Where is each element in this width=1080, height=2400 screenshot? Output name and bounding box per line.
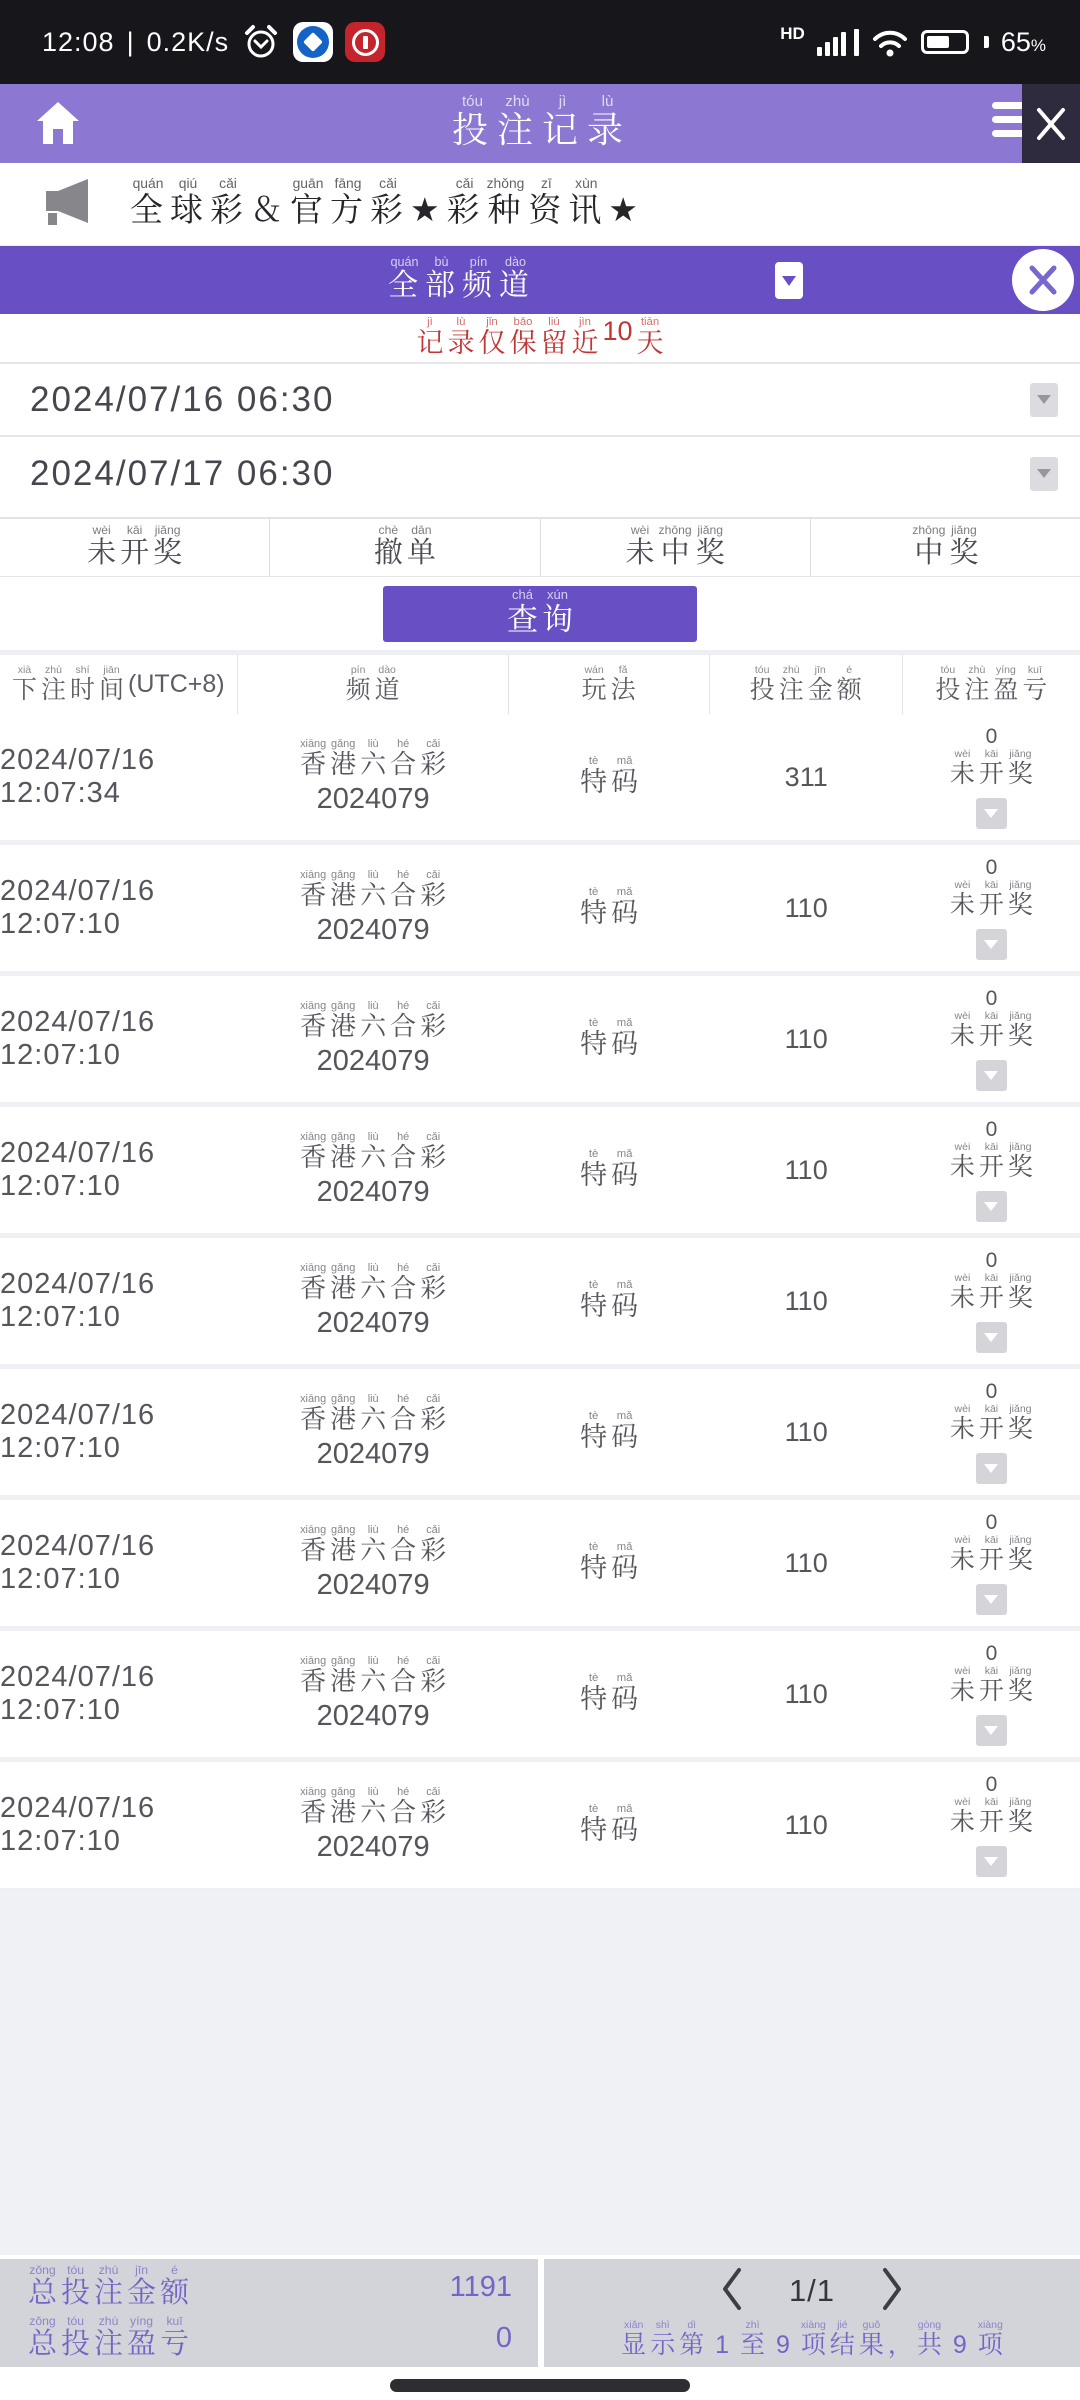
profit-loss-value: 0 <box>985 1772 998 1796</box>
bet-time: 2024/07/16 12:07:10 <box>0 1530 156 1595</box>
profit-loss-value: 0 <box>985 855 998 879</box>
status-separator: | <box>126 26 135 57</box>
issue-number: 2024079 <box>316 783 430 815</box>
col-header-bet-time: 下xià 注zhù 时shí 间jiān (UTC+8) <box>0 655 238 714</box>
tab-not-drawn[interactable]: 未wèi 开kāi 奖jiǎng <box>0 519 270 576</box>
bet-amount: 110 <box>784 1809 828 1840</box>
bet-time: 2024/07/16 12:07:10 <box>0 875 156 940</box>
table-row <box>0 1631 1080 1762</box>
bet-amount: 110 <box>784 1154 828 1185</box>
channel-name: 香xiāng港gǎng六liù合hé彩cǎi <box>300 1000 447 1041</box>
row-expand-button[interactable] <box>976 798 1007 829</box>
col-header-bet-amount: 投tóu 注zhù 金jīn 额é <box>710 655 903 714</box>
status-label: 未wèi开kāi奖jiǎng <box>949 1534 1033 1575</box>
page-title: 投tóu注zhù记jì录lù <box>451 93 629 150</box>
bet-time: 2024/07/16 12:07:10 <box>0 1006 156 1071</box>
home-indicator[interactable] <box>390 2379 690 2392</box>
battery-percent: 65% <box>1000 26 1046 57</box>
status-label: 未wèi开kāi奖jiǎng <box>949 1141 1033 1182</box>
home-icon <box>30 96 86 152</box>
gesture-bar-area <box>0 2367 1080 2400</box>
play-type: 特tè码mǎ <box>580 1017 639 1059</box>
date-to-value: 2024/07/17 06:30 <box>30 453 335 493</box>
row-expand-button[interactable] <box>976 1584 1007 1615</box>
bet-amount: 110 <box>784 1023 828 1054</box>
close-icon <box>1031 104 1071 144</box>
announcement-text: 全quán球qiú彩cǎi＆ 官guān方fāng彩cǎi★ 彩cǎi种zhǒng资zī讯xùn★ <box>130 175 641 228</box>
panel-close-button[interactable] <box>1012 249 1074 311</box>
clock-time: 12:08 <box>42 26 115 57</box>
table-row <box>0 1762 1080 1893</box>
profit-loss-value: 0 <box>985 1248 998 1272</box>
table-row <box>0 1500 1080 1631</box>
summary-footer <box>0 2255 1080 2367</box>
query-row <box>0 577 1080 650</box>
alarm-icon <box>241 22 281 62</box>
play-type: 特tè码mǎ <box>580 1672 639 1714</box>
table-row <box>0 1369 1080 1500</box>
bet-time: 2024/07/16 12:07:10 <box>0 1137 156 1202</box>
network-speed: 0.2K/s <box>146 26 230 57</box>
bet-time: 2024/07/16 12:07:10 <box>0 1268 156 1333</box>
col-header-channel: 频pín 道dào <box>238 655 509 714</box>
date-to-field[interactable] <box>0 435 1080 510</box>
table-row <box>0 1107 1080 1238</box>
play-type: 特tè码mǎ <box>580 1410 639 1452</box>
channel-name: 香xiāng港gǎng六liù合hé彩cǎi <box>300 1262 447 1303</box>
table-row <box>0 1238 1080 1369</box>
query-button[interactable]: 查chá 询xún <box>383 586 697 642</box>
tab-won[interactable]: 中zhōng 奖jiǎng <box>912 523 979 569</box>
play-type: 特tè码mǎ <box>580 1279 639 1321</box>
issue-number: 2024079 <box>316 914 430 946</box>
empty-area <box>0 1893 1080 2255</box>
tab-not-won[interactable]: 未wèi 中zhōng 奖jiǎng <box>541 519 811 576</box>
issue-number: 2024079 <box>316 1045 430 1077</box>
bet-amount: 110 <box>784 1416 828 1447</box>
status-label: 未wèi开kāi奖jiǎng <box>949 1403 1033 1444</box>
close-circle-icon <box>1026 263 1060 297</box>
chevron-down-icon <box>1037 395 1051 404</box>
channel-name: 香xiāng港gǎng六liù合hé彩cǎi <box>300 1655 447 1696</box>
app-header <box>0 84 1080 163</box>
total-pl-label: 总zǒng投tóu注zhù盈yíng亏kuī <box>28 2314 190 2360</box>
table-row <box>0 714 1080 845</box>
bet-amount: 110 <box>784 1678 828 1709</box>
boc-bank-app-icon <box>345 22 385 62</box>
status-label: 未wèi开kāi奖jiǎng <box>949 748 1033 789</box>
table-rows <box>0 714 1080 1893</box>
issue-number: 2024079 <box>316 1176 430 1208</box>
page-indicator: 1/1 <box>788 2273 836 2308</box>
battery-tip <box>984 36 989 48</box>
status-bar <box>0 0 1080 84</box>
home-button[interactable] <box>30 96 86 157</box>
issue-number: 2024079 <box>316 1438 430 1470</box>
profit-loss-value: 0 <box>985 1117 998 1141</box>
prev-page-button[interactable] <box>719 2266 745 2317</box>
status-label: 未wèi开kāi奖jiǎng <box>949 1272 1033 1313</box>
bet-amount: 110 <box>784 1285 828 1316</box>
wifi-icon <box>871 27 909 57</box>
signal-bars-icon <box>817 28 859 56</box>
spacer <box>0 510 1080 517</box>
close-webview-button[interactable] <box>1022 84 1080 163</box>
status-right <box>780 24 1046 58</box>
ccb-bank-app-icon <box>293 22 333 62</box>
retention-notice: 记jì 录lù 仅jǐn 保bǎo 留liú 近jìn 10 天tiān <box>416 316 664 358</box>
row-expand-button[interactable] <box>976 1715 1007 1746</box>
bet-amount: 110 <box>784 1547 828 1578</box>
status-left <box>42 22 385 62</box>
bet-time: 2024/07/16 12:07:10 <box>0 1792 156 1857</box>
bet-time: 2024/07/16 12:07:10 <box>0 1661 156 1726</box>
channel-dropdown-button[interactable] <box>775 262 803 299</box>
date-from-value: 2024/07/16 06:30 <box>30 379 335 419</box>
bet-time: 2024/07/16 12:07:10 <box>0 1399 156 1464</box>
play-type: 特tè码mǎ <box>580 1803 639 1845</box>
chevron-down-icon <box>984 940 998 949</box>
table-row <box>0 976 1080 1107</box>
channel-name: 香xiāng港gǎng六liù合hé彩cǎi <box>300 1393 447 1434</box>
chevron-down-icon <box>984 1071 998 1080</box>
play-type: 特tè码mǎ <box>580 886 639 928</box>
chevron-down-icon <box>984 1464 998 1473</box>
chevron-down-icon <box>984 809 998 818</box>
channel-name: 香xiāng港gǎng六liù合hé彩cǎi <box>300 1524 447 1565</box>
channel-select-bar[interactable] <box>0 246 1080 314</box>
row-expand-button[interactable] <box>976 1060 1007 1091</box>
chevron-right-icon <box>879 2266 905 2312</box>
issue-number: 2024079 <box>316 1307 430 1339</box>
profit-loss-value: 0 <box>985 724 998 748</box>
play-type: 特tè码mǎ <box>580 755 639 797</box>
issue-number: 2024079 <box>316 1831 430 1863</box>
date-from-field[interactable] <box>0 362 1080 435</box>
chevron-down-icon <box>782 276 796 286</box>
profit-loss-value: 0 <box>985 1641 998 1665</box>
date-from-caret[interactable] <box>1030 383 1058 417</box>
profit-loss-value: 0 <box>985 986 998 1010</box>
status-label: 未wèi开kāi奖jiǎng <box>949 1665 1033 1706</box>
row-expand-button[interactable] <box>976 1846 1007 1877</box>
chevron-down-icon <box>984 1595 998 1604</box>
row-expand-button[interactable] <box>976 1453 1007 1484</box>
play-type: 特tè码mǎ <box>580 1541 639 1583</box>
bet-amount: 110 <box>784 892 828 923</box>
profit-loss-value: 0 <box>985 1510 998 1534</box>
status-label: 未wèi开kāi奖jiǎng <box>949 879 1033 920</box>
row-expand-button[interactable] <box>976 1322 1007 1353</box>
bet-amount: 311 <box>784 761 828 792</box>
status-label: 未wèi开kāi奖jiǎng <box>949 1796 1033 1837</box>
pagination-panel <box>544 2259 1080 2367</box>
channel-select-label: 全quán部bù频pín道dào <box>388 255 532 302</box>
total-pl-value: 0 <box>495 2322 512 2354</box>
chevron-left-icon <box>719 2266 745 2312</box>
row-expand-button[interactable] <box>976 1191 1007 1222</box>
profit-loss-value: 0 <box>985 1379 998 1403</box>
channel-name: 香xiāng港gǎng六liù合hé彩cǎi <box>300 1786 447 1827</box>
chevron-down-icon <box>984 1726 998 1735</box>
hd-indicator: HD <box>780 24 805 43</box>
table-header <box>0 650 1080 714</box>
col-header-play-type: 玩wán 法fǎ <box>509 655 710 714</box>
total-amount-value: 1191 <box>449 2271 512 2303</box>
results-info: 显xiǎn示shì第dì 1 至zhì 9 项xiàng结jié果guǒ， 共gòng 9 项xiàng <box>621 2318 1003 2359</box>
channel-name: 香xiāng港gǎng六liù合hé彩cǎi <box>300 869 447 910</box>
totals-panel <box>0 2259 538 2367</box>
bet-time: 2024/07/16 12:07:34 <box>0 744 156 809</box>
chevron-down-icon <box>984 1857 998 1866</box>
row-expand-button[interactable] <box>976 929 1007 960</box>
announcement-bar <box>0 163 1080 246</box>
channel-name: 香xiāng港gǎng六liù合hé彩cǎi <box>300 738 447 779</box>
battery-icon <box>921 30 969 54</box>
table-row <box>0 845 1080 976</box>
megaphone-icon <box>38 177 100 231</box>
next-page-button[interactable] <box>879 2266 905 2317</box>
total-amount-label: 总zǒng投tóu注zhù金jīn额é <box>28 2263 190 2309</box>
channel-name: 香xiāng港gǎng六liù合hé彩cǎi <box>300 1131 447 1172</box>
status-label: 未wèi开kāi奖jiǎng <box>949 1010 1033 1051</box>
chevron-down-icon <box>984 1333 998 1342</box>
status-filter-tabs <box>0 517 1080 577</box>
col-header-profit-loss: 投tóu 注zhù 盈yíng 亏kuī <box>935 663 1048 704</box>
issue-number: 2024079 <box>316 1700 430 1732</box>
chevron-down-icon <box>1037 469 1051 478</box>
issue-number: 2024079 <box>316 1569 430 1601</box>
chevron-down-icon <box>984 1202 998 1211</box>
play-type: 特tè码mǎ <box>580 1148 639 1190</box>
tab-cancelled[interactable]: 撤chè 单dān <box>270 519 540 576</box>
date-to-caret[interactable] <box>1030 457 1058 491</box>
